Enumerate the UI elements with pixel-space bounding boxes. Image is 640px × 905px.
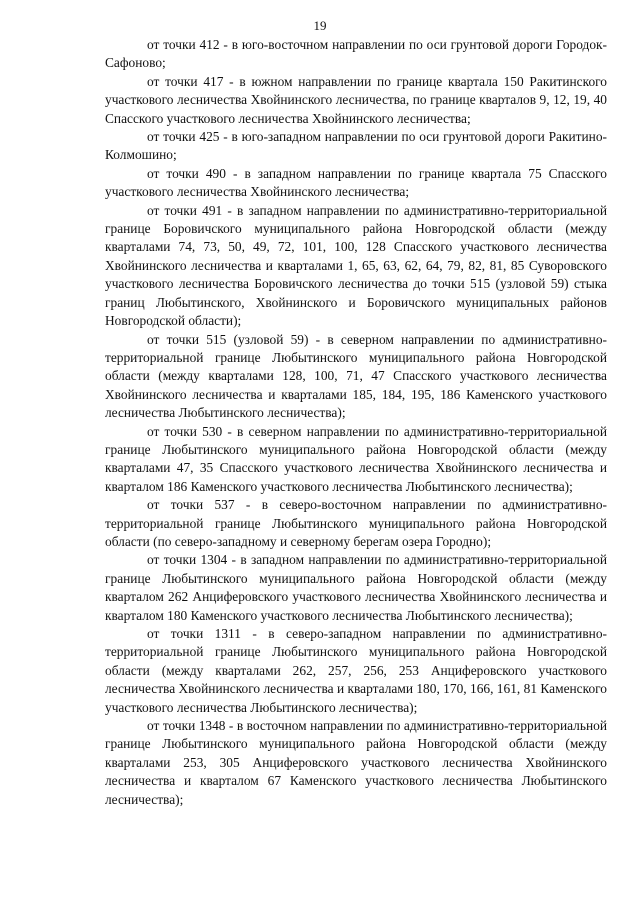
paragraph: от точки 530 - в северном направлении по административно-территориальной границе Любытинского муниципального района Новгородской области (между кварталами 47, 35 Спасского участкового лесничества Хвойнинского лесничества и кварталом 186 Каменского участкового лесничества Любытинского лесничества); bbox=[105, 423, 607, 494]
paragraph: от точки 491 - в западном направлении по административно-территориальной границе Боровичского муниципального района Новгородской области (между кварталами 74, 73, 50, 49, 72, 101, 100, 128 Спасского участкового лесничества Хвойнинского лесничества и кварталами 1, 65, 63, 62, 64, 79, 82, 81, 85 Суворовского участкового лесничества Боровичского лесничества до точки 515 (узловой 59) стыка границ Любытинского, Хвойнинского и Боровичского муниципальных районов Новгородской области); bbox=[105, 202, 607, 329]
paragraph: от точки 1311 - в северо-западном направлении по административно-территориальной границе Любытинского муниципального района Новгородской области (между кварталами 262, 257, 256, 253 Анциферовского участкового лесничества Хвойнинского лесничества и кварталами 180, 170, 166, 161, 81 Каменского участкового лесничества Любытинского лесничества); bbox=[105, 626, 607, 715]
paragraph: от точки 412 - в юго-восточном направлении по оси грунтовой дороги Городок-Сафоново; bbox=[105, 37, 607, 71]
paragraph: от точки 1304 - в западном направлении по административно-территориальной границе Любытинского муниципального района Новгородской области (между кварталом 262 Анциферовского участкового лесничества Хвойнинского лесничества и кварталом 180 Каменского участкового лесничества Любытинского лесничества); bbox=[105, 552, 607, 623]
paragraph: от точки 417 - в южном направлении по границе квартала 150 Ракитинского участкового лесничества Хвойнинского лесничества, по границе кварталов 9, 12, 19, 40 Спасского участкового лесничества Хвойнинского лесничества; bbox=[105, 73, 607, 126]
page-number: 19 bbox=[313, 18, 327, 33]
document-body bbox=[105, 36, 607, 809]
paragraph: от точки 1348 - в восточном направлении по административно-территориальной границе Любытинского муниципального района Новгородской области (между кварталами 253, 305 Анциферовского участкового лесничества Хвойнинского лесничества и кварталом 67 Каменского участкового лесничества Любытинского лесничества); bbox=[105, 718, 607, 807]
paragraph: от точки 515 (узловой 59) - в северном направлении по административно-территориальной границе Любытинского муниципального района Новгородской области (между кварталами 128, 100, 71, 47 Спасского участкового лесничества Хвойнинского лесничества и кварталами 185, 184, 195, 186 Каменского участкового лесничества Любытинского лесничества); bbox=[105, 331, 607, 421]
paragraph: от точки 490 - в западном направлении по границе квартала 75 Спасского участкового лесничества Хвойнинского лесничества; bbox=[105, 165, 607, 200]
paragraph: от точки 537 - в северо-восточном направлении по административно-территориальной границе Любытинского муниципального района Новгородской области (по северо-западному и северному берегам озера Городно); bbox=[105, 497, 607, 549]
paragraph: от точки 425 - в юго-западном направлении по оси грунтовой дороги Ракитино-Колмошино; bbox=[105, 129, 607, 163]
